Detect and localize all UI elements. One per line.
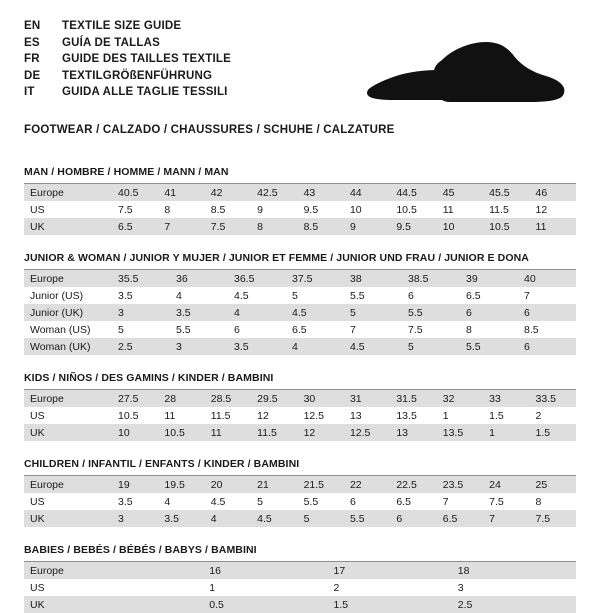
size-cell: 24 [483,476,529,493]
size-cell: 9 [257,203,264,216]
language-code: EN [24,20,41,32]
size-cell: 5.5 [350,289,365,302]
size-cell: 11 [205,424,251,441]
size-cell: 5.5 [176,323,191,336]
size-cell: 8.5 [524,323,539,336]
size-cell: 7 [483,510,529,527]
size-cell: 8 [535,495,542,508]
table-row [24,493,576,510]
table-row [24,476,576,493]
size-cell: 13 [349,409,362,422]
size-sections [24,166,576,613]
size-cell: 11.5 [489,203,509,216]
size-cell: 8 [466,323,472,336]
table-row [24,184,576,201]
size-cell: 40 [518,270,576,287]
size-cell: 5.5 [402,304,460,321]
size-cell: 8 [251,218,297,235]
size-section [24,166,576,235]
size-cell: 13.5 [437,424,483,441]
language-title-list [24,18,231,101]
size-cell: 10.5 [118,409,139,422]
size-cell: 9.5 [390,218,436,235]
size-cell: 16 [203,562,327,579]
size-cell: 7 [350,323,356,336]
size-cell: 3 [112,304,170,321]
size-cell: 19.5 [158,476,204,493]
size-cell: 6.5 [437,510,483,527]
size-cell: 1.5 [327,596,451,613]
language-row [24,68,231,85]
size-cell: 5 [292,289,298,302]
size-cell: 3.5 [118,289,133,302]
language-code: ES [24,36,40,49]
section-title: KIDS / NIÑOS / DES GAMINS / KINDER / BAMBINI [24,372,576,390]
size-cell: 12 [298,424,344,441]
size-cell: 28 [158,390,204,407]
table-row [24,270,576,287]
size-cell: 6 [518,338,576,355]
size-cell: 5.5 [344,510,390,527]
size-cell: 7.5 [205,218,251,235]
size-cell: 10.5 [396,203,417,216]
size-cell: 25 [530,476,576,493]
size-cell: 4 [164,495,171,508]
row-label: US [30,409,45,422]
size-table [24,270,576,355]
size-cell: 5 [344,304,402,321]
size-cell: 23.5 [437,476,483,493]
size-cell: 12.5 [344,424,390,441]
size-cell: 6 [408,289,414,302]
size-cell: 38 [344,270,402,287]
size-cell: 12 [257,409,269,422]
row-label: Junior (UK) [24,304,112,321]
language-row [24,84,231,101]
size-cell: 5 [118,323,124,336]
size-cell: 1 [483,424,529,441]
size-cell: 35.5 [112,270,170,287]
size-cell: 13.5 [396,409,417,422]
size-cell: 10 [112,424,158,441]
size-cell: 4.5 [251,510,297,527]
size-cell: 7 [524,289,530,302]
size-cell: 6 [518,304,576,321]
size-cell: 11 [442,203,454,216]
row-label: Woman (UK) [24,338,112,355]
size-cell: 3 [457,581,464,594]
table-row [24,596,576,613]
row-label: Woman (US) [30,323,91,336]
size-cell: 39 [460,270,518,287]
table-row [24,321,576,338]
size-cell: 19 [112,476,158,493]
size-cell: 7.5 [408,323,423,336]
language-code: IT [24,86,35,98]
table-row [24,562,576,579]
size-cell: 46 [530,184,576,201]
size-cell: 29.5 [251,390,297,407]
size-cell: 10.5 [158,424,204,441]
size-cell: 30 [298,390,344,407]
row-label: UK [24,596,203,613]
table-row [24,287,576,304]
table-row [24,338,576,355]
size-cell: 10 [437,218,483,235]
size-cell: 21 [251,476,297,493]
size-cell: 18 [452,562,576,579]
size-cell: 3.5 [170,304,228,321]
size-cell: 41 [158,184,204,201]
table-row [24,390,576,407]
size-cell: 42.5 [251,184,297,201]
size-cell: 2 [333,581,340,594]
size-cell: 22 [344,476,390,493]
language-title: GUÍA DE TALLAS [62,36,160,49]
size-cell: 21.5 [298,476,344,493]
size-cell: 33 [483,390,529,407]
table-row [24,304,576,321]
size-cell: 20 [205,476,251,493]
size-cell: 3.5 [118,495,133,508]
size-cell: 4.5 [344,338,402,355]
size-cell: 9 [344,218,390,235]
size-cell: 37.5 [286,270,344,287]
size-cell: 5 [298,510,344,527]
size-cell: 43 [298,184,344,201]
row-label: Junior (US) [30,289,84,302]
language-row [24,18,231,35]
language-title: GUIDE DES TAILLES TEXTILE [62,53,231,65]
size-cell: 40.5 [112,184,158,201]
size-cell: 4 [228,304,286,321]
size-cell: 11 [164,409,176,422]
size-cell: 31.5 [390,390,436,407]
row-label: Europe [24,476,112,493]
size-table [24,390,576,441]
row-label: Europe [24,562,203,579]
table-row [24,201,576,218]
document-header [24,18,576,110]
size-cell: 5.5 [460,338,518,355]
size-cell: 1 [442,409,449,422]
size-table [24,476,576,527]
size-cell: 7 [158,218,204,235]
size-cell: 12.5 [303,409,324,422]
size-cell: 45.5 [483,184,529,201]
size-section [24,252,576,355]
size-cell: 4 [286,338,344,355]
language-title: GUIDA ALLE TAGLIE TESSILI [62,86,228,98]
size-table [24,184,576,235]
size-cell: 3.5 [228,338,286,355]
size-cell: 33.5 [530,390,576,407]
row-label: UK [24,510,112,527]
size-cell: 45 [437,184,483,201]
row-label: US [30,203,45,216]
table-row [24,579,576,596]
size-cell: 7.5 [489,495,504,508]
row-label: UK [24,218,112,235]
dress-shoe-silhouette-icon [354,40,566,106]
size-cell: 11.5 [210,409,231,422]
size-cell: 6.5 [396,495,411,508]
size-cell: 6.5 [292,323,307,336]
size-cell: 36.5 [228,270,286,287]
size-section [24,544,576,613]
language-title: TEXTILGRÖßENFÜHRUNG [62,69,213,82]
size-cell: 27.5 [112,390,158,407]
size-cell: 4.5 [234,289,249,302]
table-row [24,510,576,527]
table-row [24,218,576,235]
section-title: MAN / HOMBRE / HOMME / MANN / MAN [24,166,576,184]
size-cell: 1.5 [489,409,504,422]
size-table [24,562,576,613]
size-cell: 2.5 [452,596,576,613]
section-title: JUNIOR & WOMAN / JUNIOR Y MUJER / JUNIOR ET FEMME / JUNIOR UND FRAU / JUNIOR E DONA [24,252,576,270]
row-label: Europe [24,270,112,287]
row-label: US [30,495,45,508]
size-cell: 2.5 [112,338,170,355]
size-cell: 10 [349,203,362,216]
footwear-category-line: FOOTWEAR / CALZADO / CHAUSSURES / SCHUHE / CALZATURE [24,124,395,136]
size-cell: 4 [176,289,182,302]
size-cell: 28.5 [205,390,251,407]
table-row [24,407,576,424]
size-cell: 9.5 [303,203,319,216]
size-cell: 6 [234,323,240,336]
row-label: Europe [24,390,112,407]
size-cell: 22.5 [390,476,436,493]
size-cell: 38.5 [402,270,460,287]
size-cell: 11 [530,218,576,235]
size-cell: 4.5 [210,495,226,508]
language-row [24,35,231,52]
size-cell: 8.5 [298,218,344,235]
size-cell: 6.5 [466,289,481,302]
table-row [24,424,576,441]
size-cell: 3 [112,510,158,527]
language-code: FR [24,53,40,65]
size-cell: 44.5 [390,184,436,201]
size-cell: 44 [344,184,390,201]
size-cell: 6 [460,304,518,321]
size-cell: 13 [390,424,436,441]
size-cell: 36 [170,270,228,287]
size-cell: 42 [205,184,251,201]
size-section [24,458,576,527]
size-cell: 31 [344,390,390,407]
section-title: BABIES / BEBÉS / BÉBÉS / BABYS / BAMBINI [24,544,576,562]
size-cell: 1.5 [530,424,576,441]
size-cell: 3 [170,338,228,355]
section-title: CHILDREN / INFANTIL / ENFANTS / KINDER / BAMBINI [24,458,576,476]
size-cell: 32 [437,390,483,407]
language-title: TEXTILE SIZE GUIDE [62,20,182,32]
size-section [24,372,576,441]
size-cell: 4 [205,510,251,527]
row-label: US [30,581,45,594]
size-cell: 8.5 [210,203,226,216]
language-code: DE [24,69,41,82]
size-cell: 5.5 [303,495,319,508]
size-cell: 7.5 [118,203,133,216]
size-cell: 10.5 [483,218,529,235]
size-cell: 7 [442,495,449,508]
size-cell: 3.5 [158,510,204,527]
language-row [24,51,231,68]
size-cell: 1 [209,581,216,594]
size-cell: 6 [390,510,436,527]
size-cell: 11.5 [251,424,297,441]
size-cell: 2 [535,409,542,422]
size-cell: 17 [327,562,451,579]
size-cell: 5 [257,495,264,508]
size-cell: 6 [349,495,356,508]
size-cell: 5 [402,338,460,355]
size-cell: 12 [535,203,548,216]
size-cell: 7.5 [530,510,576,527]
size-cell: 6.5 [112,218,158,235]
size-cell: 0.5 [203,596,327,613]
size-cell: 4.5 [286,304,344,321]
size-cell: 8 [164,203,171,216]
row-label: Europe [24,184,112,201]
row-label: UK [24,424,112,441]
